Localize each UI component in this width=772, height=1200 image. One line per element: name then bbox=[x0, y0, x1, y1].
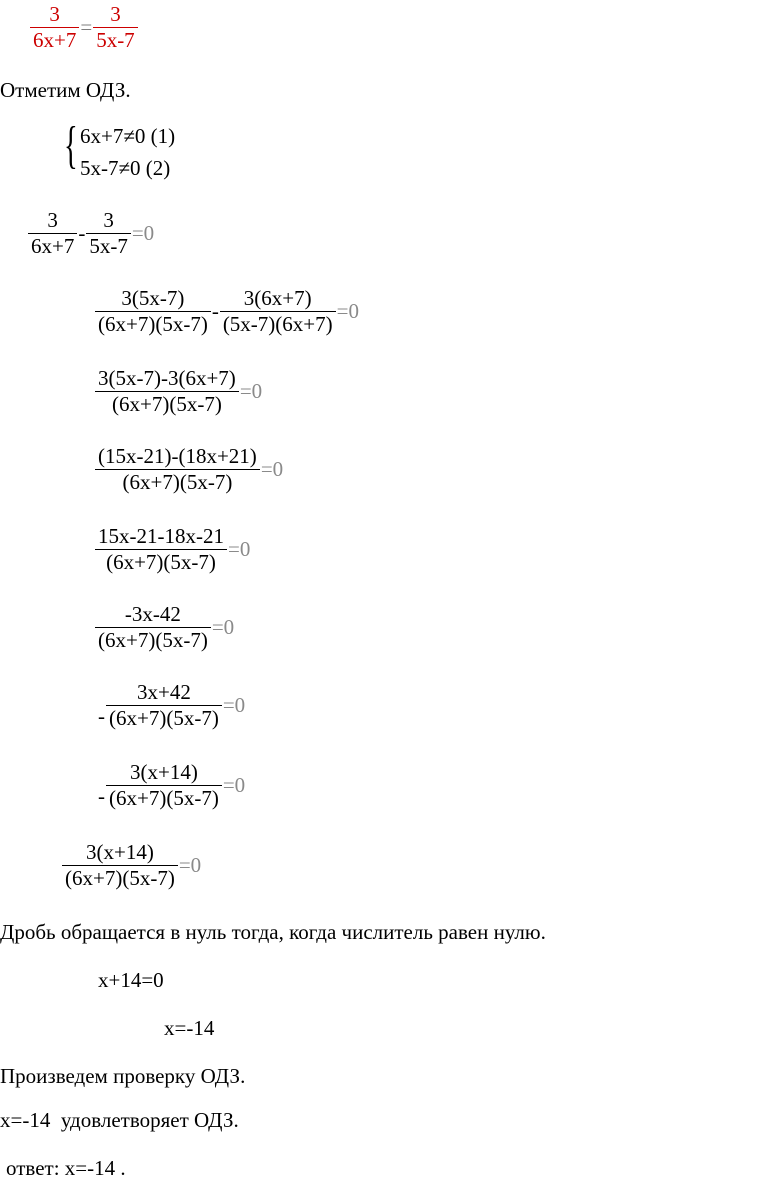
numerator: 3(5x-7) bbox=[121, 286, 185, 310]
answer-end: . bbox=[120, 1156, 126, 1180]
satisfies-text: удовлетворяет ОДЗ. bbox=[60, 1108, 239, 1132]
numerator: 15x-21-18x-21 bbox=[98, 524, 224, 548]
fraction bbox=[95, 366, 239, 417]
step-5 bbox=[95, 524, 251, 575]
minus-sign: - bbox=[98, 704, 105, 728]
initial-equation bbox=[30, 2, 138, 53]
fraction bbox=[95, 524, 227, 575]
solution-expr: x=-14 bbox=[0, 1108, 51, 1132]
numerator: 3(5x-7)-3(6x+7) bbox=[98, 366, 236, 390]
numerator: -3x-42 bbox=[124, 602, 181, 626]
step-7 bbox=[97, 680, 246, 731]
equation-solution: x=-14 bbox=[164, 1016, 215, 1040]
step-6 bbox=[95, 602, 235, 653]
answer-line bbox=[6, 1156, 126, 1181]
minus-sign: - bbox=[98, 784, 105, 808]
denominator: (6x+7)(5x-7) bbox=[109, 706, 219, 730]
denominator: (6x+7)(5x-7) bbox=[65, 866, 175, 890]
rhs: =0 bbox=[260, 457, 284, 481]
numerator: (15x-21)-(18x+21) bbox=[98, 444, 257, 468]
equals-sign: = bbox=[80, 15, 93, 39]
step-4 bbox=[95, 444, 284, 495]
step-9 bbox=[62, 840, 202, 891]
rhs: =0 bbox=[227, 537, 251, 561]
numerator: 3x+42 bbox=[136, 680, 191, 704]
denominator: 5x-7 bbox=[96, 28, 135, 52]
fraction-right bbox=[220, 286, 336, 337]
numerator: 3(6x+7) bbox=[243, 286, 312, 310]
minus-sign: - bbox=[78, 221, 86, 245]
rhs: =0 bbox=[336, 299, 359, 323]
fraction bbox=[95, 602, 211, 653]
fraction bbox=[62, 840, 178, 891]
numerator: 3 bbox=[47, 208, 58, 232]
equation-numerator-zero: x+14=0 bbox=[98, 968, 164, 992]
step-1 bbox=[28, 208, 155, 259]
numerator: 3 bbox=[110, 2, 121, 26]
rhs: =0 bbox=[222, 773, 246, 797]
minus-sign: - bbox=[211, 299, 219, 323]
fraction bbox=[106, 760, 222, 811]
numerator: 3(x+14) bbox=[129, 760, 198, 784]
denominator: (6x+7)(5x-7) bbox=[98, 312, 208, 336]
fraction-left bbox=[95, 286, 211, 337]
rhs: =0 bbox=[131, 221, 155, 245]
fraction bbox=[106, 680, 222, 731]
numerator: 3 bbox=[103, 208, 114, 232]
denominator: (6x+7)(5x-7) bbox=[106, 550, 216, 574]
denominator: (5x-7)(6x+7) bbox=[222, 312, 333, 336]
denominator: (6x+7)(5x-7) bbox=[122, 470, 233, 494]
rhs: =0 bbox=[239, 379, 263, 403]
step-2 bbox=[95, 286, 360, 337]
fraction bbox=[95, 444, 260, 495]
constraint-line-1: 6x+7≠0 (1) bbox=[80, 124, 176, 148]
denominator: (6x+7)(5x-7) bbox=[98, 628, 208, 652]
rhs: =0 bbox=[178, 853, 202, 877]
step-3 bbox=[95, 366, 263, 417]
rhs: =0 bbox=[211, 615, 235, 639]
answer-expr: x=-14 bbox=[64, 1156, 116, 1180]
check-odz-text: Произведем проверку ОДЗ. bbox=[0, 1064, 246, 1088]
denominator: (6x+7)(5x-7) bbox=[112, 392, 222, 416]
numerator: 3(x+14) bbox=[85, 840, 154, 864]
step-8 bbox=[97, 760, 246, 811]
fraction-left bbox=[28, 208, 77, 259]
fraction-right bbox=[86, 208, 131, 259]
odz-satisfied-line bbox=[0, 1108, 239, 1133]
denominator: (6x+7)(5x-7) bbox=[109, 786, 219, 810]
denominator: 5x-7 bbox=[89, 234, 128, 258]
left-brace-icon: { bbox=[64, 117, 78, 174]
denominator: 6x+7 bbox=[33, 28, 77, 52]
constraint-system bbox=[64, 117, 176, 184]
fraction-right bbox=[93, 2, 138, 53]
fraction-left bbox=[30, 2, 79, 53]
odz-heading: Отметим ОДЗ. bbox=[0, 78, 131, 102]
numerator: 3 bbox=[49, 2, 60, 26]
zero-condition-text: Дробь обращается в нуль тогда, когда числитель равен нулю. bbox=[0, 920, 546, 944]
answer-label: ответ: bbox=[6, 1156, 60, 1180]
denominator: 6x+7 bbox=[31, 234, 75, 258]
constraint-line-2: 5x-7≠0 (2) bbox=[80, 156, 171, 180]
rhs: =0 bbox=[222, 693, 246, 717]
